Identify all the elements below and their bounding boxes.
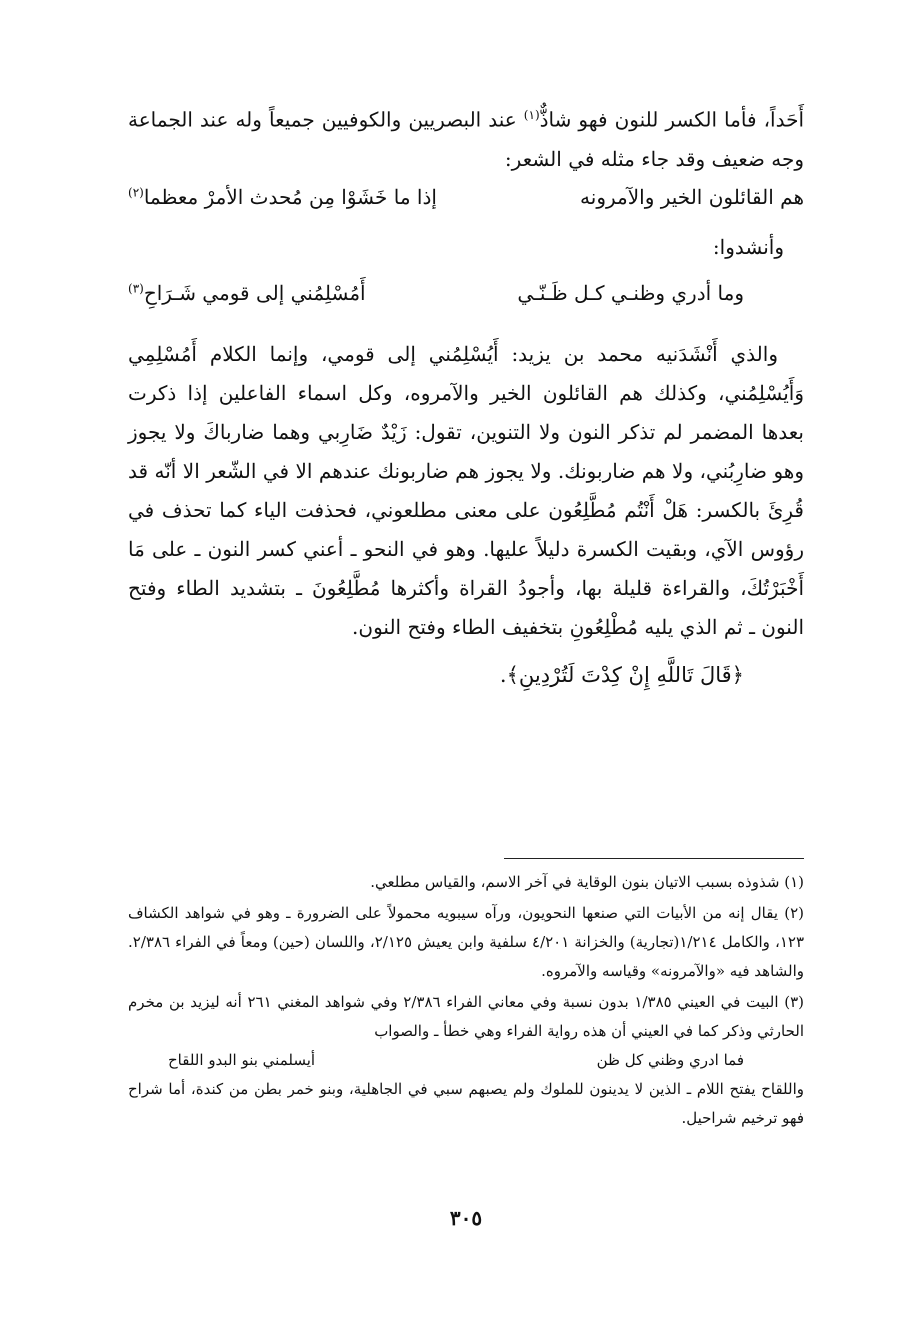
verse-2-hemistich-2-text: أَمُسْلِمُني إلى قومي شَـرَاحِ — [143, 280, 366, 305]
footnote-3-number: (٣) — [784, 993, 804, 1011]
footnote-divider — [504, 858, 804, 859]
footnote-2-number: (٢) — [784, 904, 804, 922]
paragraph-1-text: أَحَداً، فأما الكسر للنون فهو شاذٌّ — [539, 107, 804, 132]
intro-line: وأنشدوا: — [712, 234, 784, 259]
footnote-1-number: (١) — [784, 873, 804, 891]
footnote-marker-2[interactable]: (٢) — [128, 185, 144, 199]
footnote-3-text-after: واللقاح يفتح اللام ـ الذين لا يدينون للملوك ولم يصبهم سبي في الجاهلية، وبنو خمر بطن من كندة، أما شراح فهو ترخيم شراحيل. — [128, 1080, 804, 1127]
footnote-3-verse — [128, 1046, 804, 1075]
verse-1-hemistich-1: هم القائلون الخير والآمرونه — [580, 184, 804, 209]
quran-verse: ﴿قَالَ تَاللَّهِ إِنْ كِدْتَ لَتُرْدِينِ﴾. — [499, 662, 744, 687]
footnote-1 — [128, 868, 804, 897]
footnote-2-text: يقال إنه من الأبيات التي صنعها النحويون، ورآه سيبويه محمولاً على الضرورة ـ وهو في شواهد الكشاف ١٢٣، والكامل ١/٢١٤(تجارية) والخزانة ٤/٢٠١ سلفية وابن يعيش ٢/١٢٥، واللسان (حين) ومعاً في الفراء ٢/٣٨٦. والشاهد فيه «والآمرونه» وقياسه والآمروه. — [128, 904, 804, 980]
verse-1 — [128, 185, 804, 231]
footnotes — [128, 868, 804, 1135]
verse-2 — [128, 281, 804, 327]
verse-2-hemistich-1: وما أدري وظنـي كـل ظَـنّـي — [517, 280, 744, 305]
footnote-1-text: شذوذه بسبب الاتيان بنون الوقاية في آخر الاسم، والقياس مطلعي. — [370, 873, 780, 891]
page-body — [128, 96, 804, 1230]
footnote-3-verse-hemistich-2: أيسلمني بنو البدو اللقاح — [168, 1051, 316, 1069]
footnote-3 — [128, 988, 804, 1133]
paragraph-2: والذي أَنْشَدَنيه محمد بن يزيد: أَيُسْلِمُني إلى قومي، وإنما الكلام أَمُسْلِمِي وَأَيُسْلِمُني، وكذلك هم القائلون الخير والآمروه، وكل اسماء الفاعلين إذا ذكرت بعدها المضمر لم تذكر النون ولا التنوين، تقول: زَيْدٌ ضَارِبي وهما ضارباكَ ولا يجوز وهو ضارِبُني، ولا هم ضاربونك. ولا يجوز هم ضاربونك عندهم الا في الشّعر الا أنّه قد قُرِئَ بالكسر: هَلْ أَنْتُم مُطَّلِعُون على معنى مطلعوني، فحذفت الياء كما تحذف في رؤوس الآي، وبقيت الكسرة دليلاً عليها. وهو في النحو ـ أعني كسر النون ـ على مَا أَخْبَرْتُكَ، والقراءة قليلة بها، وأجودُ القراة وأكثرها مُطَّلِعُونَ ـ بتشديد الطاء وفتح النون ـ ثم الذي يليه مُطْلِعُونِ بتخفيف الطاء وفتح النون. — [128, 341, 804, 639]
verse-1-hemistich-2-text: إذا ما خَشَوْا مِن مُحدث الأمرْ معظما — [143, 184, 437, 209]
footnote-3-verse-hemistich-1: فما ادري وظني كل ظن — [596, 1051, 744, 1069]
verse-1-hemistich-2 — [128, 185, 437, 209]
paragraph-1-text-after: عند البصريين والكوفيين جميعاً وله عند الجماعة وجه ضعيف وقد جاء مثله في الشعر: — [128, 107, 804, 171]
verse-2-hemistich-2 — [128, 281, 366, 305]
footnote-marker-3[interactable]: (٣) — [128, 281, 144, 295]
page-number: ٣٠٥ — [449, 1206, 483, 1230]
footnote-3-text: البيت في العيني ١/٣٨٥ بدون نسبة وفي معاني الفراء ٢/٣٨٦ وفي شواهد المغني ٢٦١ أنه ليزيد بن مخرم الحارثي وذكر كما في العيني أن هذه رواية الفراء وهي خطأ ـ والصواب — [128, 993, 804, 1040]
footnote-2 — [128, 899, 804, 986]
footnote-marker-1[interactable]: (١) — [523, 108, 540, 122]
paragraph-1 — [128, 96, 804, 179]
